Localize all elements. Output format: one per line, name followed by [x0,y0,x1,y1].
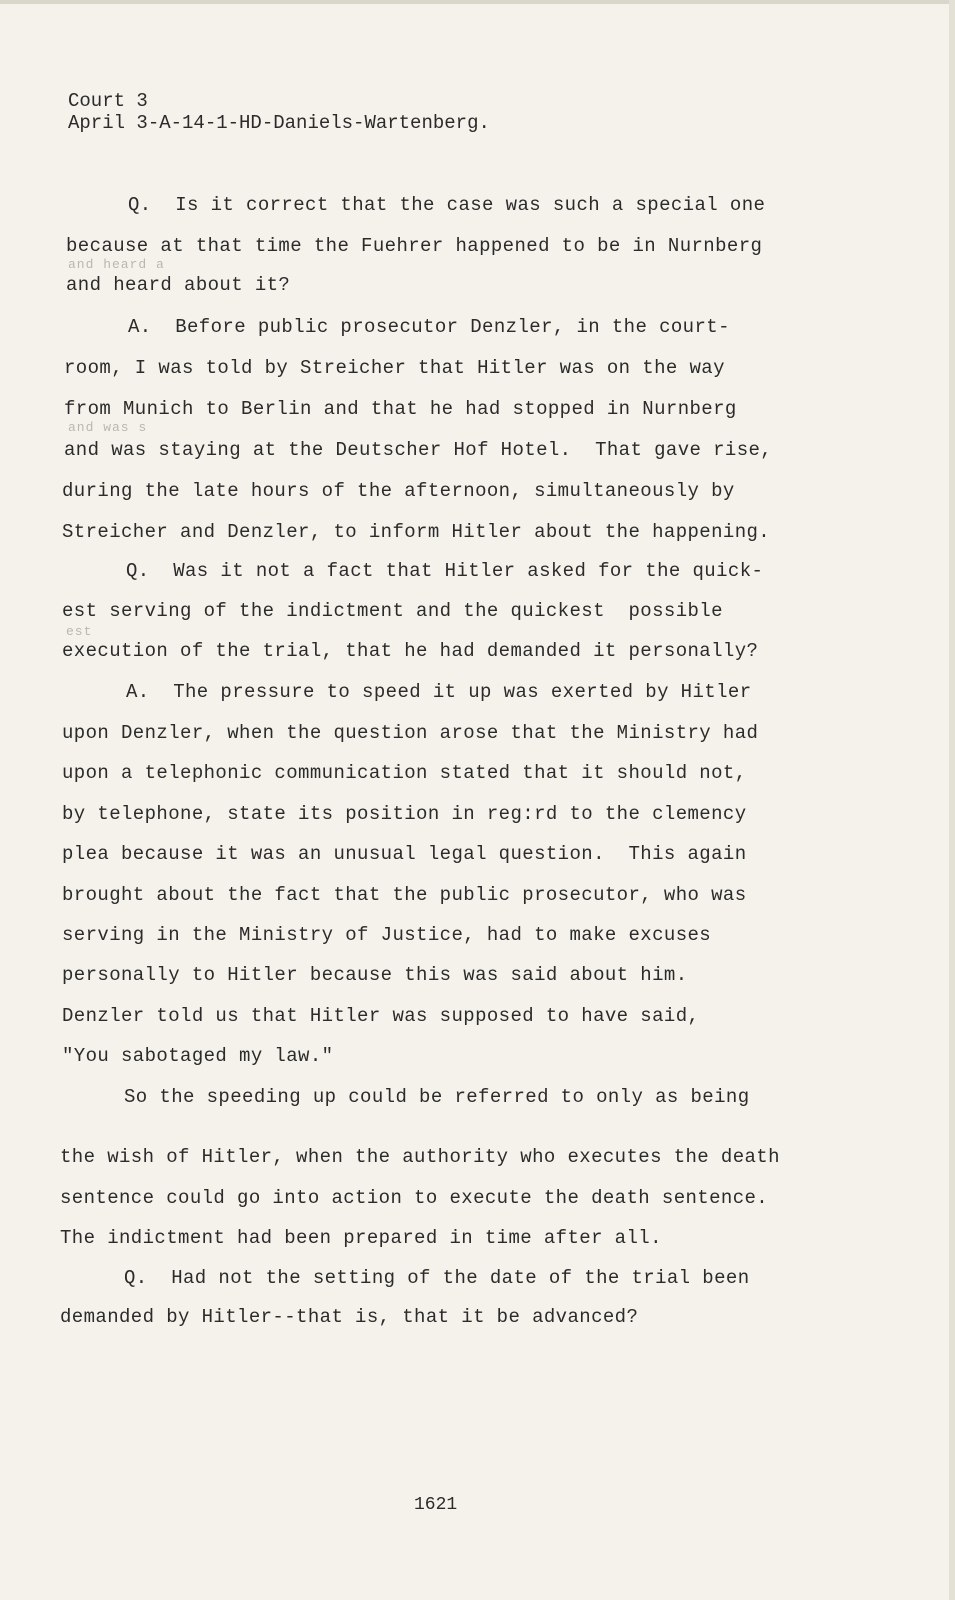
page-number: 1621 [414,1495,458,1515]
text-line: upon Denzler, when the question arose that the Ministry had [62,722,759,744]
ghost-mark: and was s [68,420,148,435]
text-line: from Munich to Berlin and that he had stopped in Nurnberg [64,398,737,420]
text-line: Q. Had not the setting of the date of the trial been [124,1267,750,1289]
text-line: execution of the trial, that he had demanded it personally? [62,640,759,662]
text-line: plea because it was an unusual legal question. This again [62,843,747,865]
text-line: upon a telephonic communication stated that it should not, [62,762,747,784]
text-line: Streicher and Denzler, to inform Hitler about the happening. [62,521,771,543]
text-line: by telephone, state its position in reg:rd to the clemency [62,803,747,825]
header-reference: April 3-A-14-1-HD-Daniels-Wartenberg. [68,112,490,134]
header [68,90,490,134]
text-line: the wish of Hitler, when the authority who executes the death [60,1146,780,1168]
text-line: Denzler told us that Hitler was supposed to have said, [62,1005,700,1027]
text-line: brought about the fact that the public prosecutor, who was [62,884,747,906]
text-line: Q. Is it correct that the case was such a special one [128,194,766,216]
text-line: A. Before public prosecutor Denzler, in the court- [128,316,730,338]
text-line: because at that time the Fuehrer happened to be in Nurnberg [66,235,763,257]
ghost-mark: est [66,624,93,639]
text-line: during the late hours of the afternoon, simultaneously by [62,480,735,502]
text-line: room, I was told by Streicher that Hitler was on the way [64,357,725,379]
text-line: serving in the Ministry of Justice, had to make excuses [62,924,712,946]
text-line: and heard about it? [66,274,291,296]
page-right-edge [949,0,955,1600]
text-line: "You sabotaged my law." [62,1045,334,1067]
text-line: The indictment had been prepared in time after all. [60,1227,662,1249]
text-line: and was staying at the Deutscher Hof Hotel. That gave rise, [64,439,773,461]
text-line: est serving of the indictment and the quickest possible [62,600,723,622]
text-line: demanded by Hitler--that is, that it be advanced? [60,1306,639,1328]
page-top-edge [0,0,955,4]
text-line: Q. Was it not a fact that Hitler asked for the quick- [126,560,764,582]
ghost-mark: and heard a [68,257,165,272]
text-line: So the speeding up could be referred to only as being [124,1086,750,1108]
header-court: Court 3 [68,90,148,112]
text-line: sentence could go into action to execute the death sentence. [60,1187,769,1209]
text-line: personally to Hitler because this was said about him. [62,964,688,986]
text-line: A. The pressure to speed it up was exerted by Hitler [126,681,752,703]
